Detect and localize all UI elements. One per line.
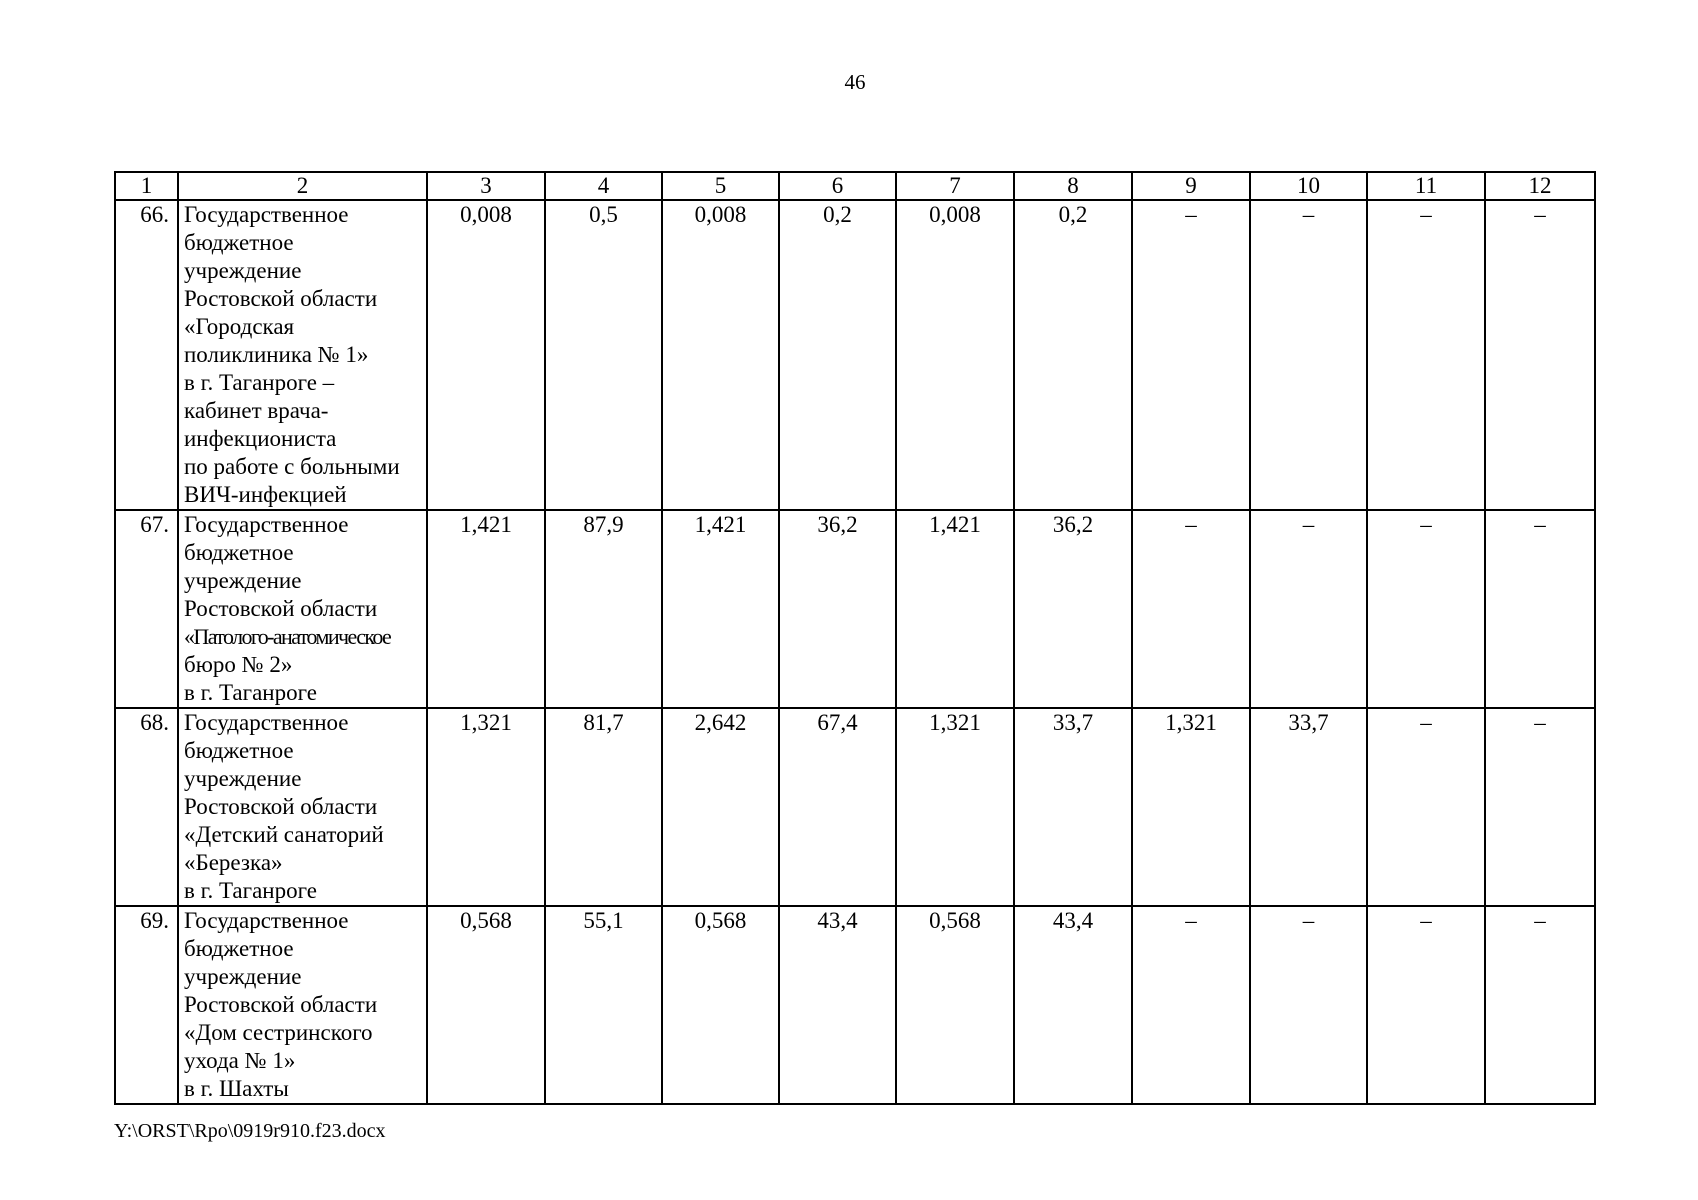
institution-name-line: по работе с больными [184,454,400,479]
value-cell-col-8: 0,2 [1014,200,1132,510]
value-cell-col-6: 67,4 [779,708,896,906]
institution-name-line: в г. Таганроге [184,680,317,705]
institution-name-line: кабинет врача- [184,398,329,423]
table-row [115,708,1595,906]
institution-name-line: Государственное [184,710,349,735]
column-header: 11 [1367,172,1485,200]
column-header: 10 [1250,172,1367,200]
value-cell-col-3: 0,008 [427,200,545,510]
value-cell-col-4: 87,9 [545,510,662,708]
institution-name-line: инфекциониста [184,426,337,451]
value-cell-col-7: 0,008 [896,200,1014,510]
institution-name-line: ухода № 1» [184,1048,296,1073]
value-cell-col-5: 1,421 [662,510,779,708]
value-cell-col-11: – [1367,708,1485,906]
institution-name-line: учреждение [184,568,302,593]
column-header: 8 [1014,172,1132,200]
value-cell-col-7: 1,321 [896,708,1014,906]
value-cell-col-7: 1,421 [896,510,1014,708]
value-cell-col-12: – [1485,200,1595,510]
row-number-cell: 67. [115,510,178,708]
table-row [115,510,1595,708]
value-cell-col-4: 81,7 [545,708,662,906]
row-number-cell: 69. [115,906,178,1104]
value-cell-col-3: 0,568 [427,906,545,1104]
data-table [114,171,1596,1105]
value-cell-col-11: – [1367,906,1485,1104]
value-cell-col-8: 33,7 [1014,708,1132,906]
table-header-row [115,172,1595,200]
institution-name-cell [178,906,427,1104]
institution-name-line: учреждение [184,964,302,989]
institution-name-line: Государственное [184,512,349,537]
institution-name-line: «Детский санаторий [184,822,384,847]
value-cell-col-11: – [1367,510,1485,708]
institution-name-line: Ростовской области [184,596,378,621]
value-cell-col-6: 43,4 [779,906,896,1104]
institution-name-line: в г. Таганроге – [184,370,335,395]
column-header: 1 [115,172,178,200]
value-cell-col-12: – [1485,510,1595,708]
institution-name-line: «Березка» [184,850,283,875]
institution-name-line: Государственное [184,202,349,227]
value-cell-col-9: 1,321 [1132,708,1250,906]
institution-name-cell [178,708,427,906]
value-cell-col-7: 0,568 [896,906,1014,1104]
value-cell-col-10: – [1250,906,1367,1104]
column-header: 12 [1485,172,1595,200]
institution-name-line: бюджетное [184,540,294,565]
value-cell-col-9: – [1132,906,1250,1104]
institution-name-line: учреждение [184,258,302,283]
value-cell-col-4: 55,1 [545,906,662,1104]
footer-file-path: Y:\ORST\Rpo\0919r910.f23.docx [114,1120,386,1142]
column-header: 2 [178,172,427,200]
institution-name-line: ВИЧ-инфекцией [184,482,347,507]
value-cell-col-9: – [1132,200,1250,510]
value-cell-col-5: 2,642 [662,708,779,906]
table-row [115,906,1595,1104]
column-header: 4 [545,172,662,200]
institution-name-line: «Патолого-анатомическое [184,624,391,649]
institution-name-line: учреждение [184,766,302,791]
column-header: 9 [1132,172,1250,200]
value-cell-col-6: 36,2 [779,510,896,708]
value-cell-col-4: 0,5 [545,200,662,510]
institution-name-line: Государственное [184,908,349,933]
institution-name-line: «Городская [184,314,295,339]
value-cell-col-10: 33,7 [1250,708,1367,906]
institution-name-line: Ростовской области [184,286,378,311]
institution-name-line: «Дом сестринского [184,1020,373,1045]
institution-name-line: бюджетное [184,738,294,763]
institution-name-line: в г. Шахты [184,1076,289,1101]
institution-name-line: Ростовской области [184,992,378,1017]
column-header: 3 [427,172,545,200]
institution-name-line: бюджетное [184,230,294,255]
value-cell-col-5: 0,568 [662,906,779,1104]
institution-name-line: в г. Таганроге [184,878,317,903]
row-number-cell: 68. [115,708,178,906]
page-number: 46 [844,70,866,94]
value-cell-col-11: – [1367,200,1485,510]
institution-name-line: бюро № 2» [184,652,293,677]
value-cell-col-12: – [1485,906,1595,1104]
row-number-cell: 66. [115,200,178,510]
value-cell-col-5: 0,008 [662,200,779,510]
institution-name-cell [178,510,427,708]
column-header: 6 [779,172,896,200]
value-cell-col-6: 0,2 [779,200,896,510]
value-cell-col-8: 36,2 [1014,510,1132,708]
institution-name-line: поликлиника № 1» [184,342,369,367]
table-row [115,200,1595,510]
institution-name-cell [178,200,427,510]
value-cell-col-8: 43,4 [1014,906,1132,1104]
column-header: 5 [662,172,779,200]
value-cell-col-10: – [1250,200,1367,510]
value-cell-col-10: – [1250,510,1367,708]
value-cell-col-9: – [1132,510,1250,708]
column-header: 7 [896,172,1014,200]
value-cell-col-12: – [1485,708,1595,906]
institution-name-line: Ростовской области [184,794,378,819]
institution-name-line: бюджетное [184,936,294,961]
value-cell-col-3: 1,421 [427,510,545,708]
value-cell-col-3: 1,321 [427,708,545,906]
